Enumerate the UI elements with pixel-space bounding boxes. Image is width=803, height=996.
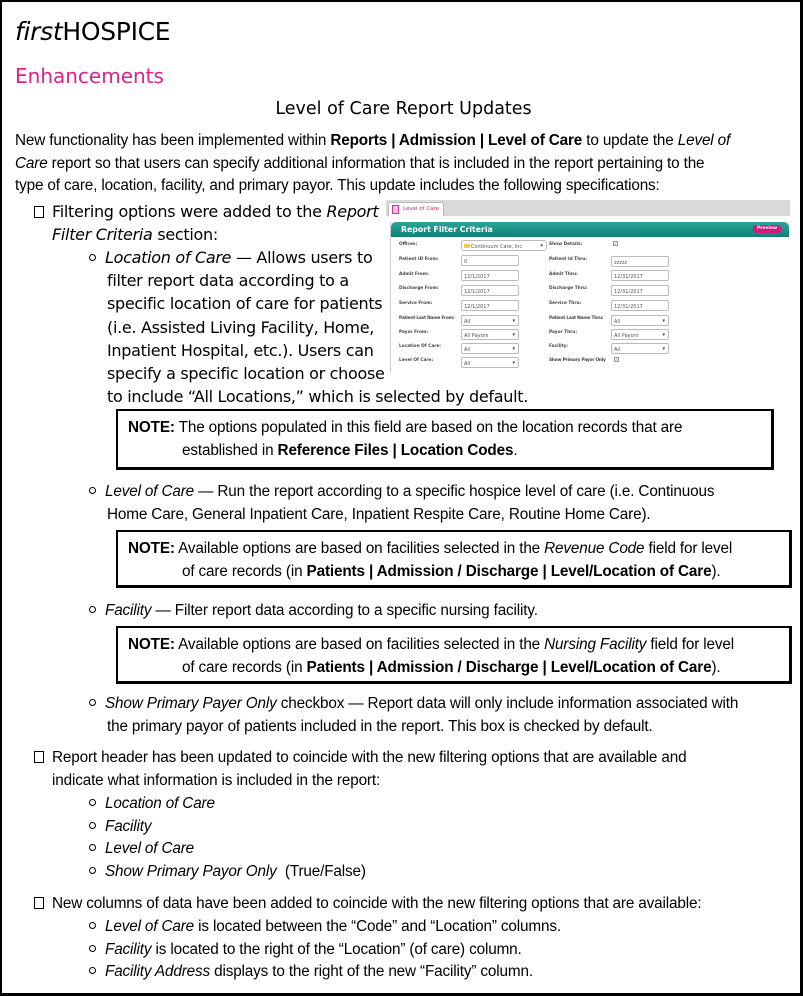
section-heading: Enhancements — [15, 64, 164, 88]
document-title: Level of Care Report Updates — [275, 99, 532, 119]
field-label: Discharge Thru: — [549, 286, 588, 291]
bullet-text: New columns of data have been added to coincide with the new filtering options that are available: — [52, 895, 702, 912]
bullet-text: Report header has been updated to coincide with the new filtering options that are available and — [52, 749, 687, 766]
field-label: Patient ID From: — [399, 257, 439, 262]
bullet-filtering-options — [34, 200, 379, 246]
show-details-checkbox: ✓ — [614, 241, 618, 246]
column-name: Facility Address — [105, 963, 210, 980]
bullet-text: indicate what information is included in the report: — [52, 771, 381, 789]
circle-bullet-icon — [89, 606, 96, 613]
field-label: Offices: — [399, 242, 418, 247]
level-of-care-select: All ▾ — [461, 357, 519, 368]
bullet-new-columns — [34, 893, 799, 916]
new-columns-list — [89, 916, 789, 984]
field-label: Patient Id Thru: — [549, 257, 588, 262]
sub-item-level-of-care — [89, 481, 794, 526]
intro-text: type of care, location, facility, and primary payor. This update includes the following specifications: — [15, 177, 660, 194]
report-name: Level of — [677, 132, 731, 149]
note-nursing-facility — [116, 626, 792, 684]
tab-label: Level of Care — [403, 206, 440, 212]
circle-bullet-icon — [89, 945, 96, 952]
brand-logo — [15, 16, 170, 48]
column-name: Facility — [105, 940, 152, 958]
filter-panel — [390, 222, 788, 372]
sub-term: Level of Care — [105, 483, 195, 500]
menu-path: Patients | Admission / Discharge | Level/Location of Care — [306, 658, 712, 676]
payor-from-select: All Payors ▾ — [461, 329, 519, 340]
discharge-from-field: 12/1/2017 — [461, 285, 519, 296]
list-item-suffix: (True/False) — [276, 862, 366, 880]
sub-item-facility — [89, 600, 794, 623]
list-item: Location of Care — [105, 795, 215, 812]
note-location-codes — [116, 409, 774, 470]
service-thru-field: 12/31/2017 — [611, 300, 669, 311]
field-name: Revenue Code — [544, 540, 645, 557]
circle-bullet-icon — [89, 867, 96, 874]
note-label: NOTE: — [128, 419, 175, 436]
discharge-thru-field: 12/31/2017 — [611, 285, 669, 296]
folder-icon — [464, 244, 470, 248]
report-doc-icon — [392, 205, 399, 214]
note-text: ). — [711, 658, 721, 676]
list-item: Level of Care — [105, 840, 195, 857]
sub-text: Home Care, General Inpatient Care, Inpatient Respite Care, Routine Home Care). — [107, 505, 651, 523]
square-bullet-icon — [34, 897, 44, 909]
sub-text: checkbox — Report data will only include information associated with — [276, 695, 739, 712]
note-text: field for level — [644, 540, 733, 557]
circle-bullet-icon — [89, 487, 96, 494]
field-label: Admit Thru: — [549, 272, 578, 277]
panel-title: Report Filter Criteria — [401, 225, 493, 234]
circle-bullet-icon — [89, 822, 96, 829]
report-name: Care — [15, 154, 48, 172]
bullet-text: Filtering options were added to the — [52, 202, 327, 221]
last-name-from-select: All ▾ — [461, 315, 519, 326]
circle-bullet-icon — [89, 799, 96, 806]
menu-path: Patients | Admission / Discharge | Level/Location of Care — [306, 562, 712, 580]
field-label: Payor From: — [399, 330, 429, 335]
sub-text: — Filter report data according to a specific nursing facility. — [151, 602, 538, 619]
sub-text: filter report data according to a — [107, 271, 349, 291]
preview-button: Preview — [753, 225, 781, 233]
field-label: Payor Thru: — [549, 330, 578, 335]
field-label: Service From: — [399, 301, 433, 306]
circle-bullet-icon — [89, 922, 96, 929]
intro-text: report so that users can specify additional information that is included in the report pertaining to the — [47, 154, 705, 172]
square-bullet-icon — [34, 751, 44, 763]
field-label: Show Primary Payor Only — [549, 358, 606, 363]
field-label: Show Details: — [549, 242, 583, 247]
bullet-report-header — [34, 747, 794, 792]
admit-from-field: 12/1/2017 — [461, 270, 519, 281]
service-from-field: 12/1/2017 — [461, 300, 519, 311]
circle-bullet-icon — [89, 699, 96, 706]
offices-select — [461, 240, 547, 251]
note-text: ). — [711, 562, 721, 580]
bullet-text: section: — [152, 225, 218, 245]
note-text: Available options are based on facilities selected in the — [174, 636, 545, 653]
sub-text: (i.e. Assisted Living Facility, Home, — [107, 317, 375, 337]
bullet-term: Report — [326, 202, 379, 221]
sub-text: the primary payor of patients included in the report. This box is checked by default. — [107, 717, 653, 735]
note-label: NOTE: — [128, 636, 175, 653]
sub-text: specify a specific location or choose — [107, 364, 385, 384]
facility-select: All ▾ — [611, 343, 669, 354]
patient-id-from-field: 0 — [461, 255, 519, 266]
note-text: field for level — [646, 636, 735, 653]
sub-text: specific location of care for patients — [107, 294, 383, 314]
sub-text: Inpatient Hospital, etc.). Users can — [107, 340, 374, 360]
square-bullet-icon — [34, 206, 44, 218]
intro-text: New functionality has been implemented within — [15, 132, 331, 149]
sub-item-show-primary-payer — [89, 693, 799, 738]
sub-text: — Run the report according to a specific hospice level of care (i.e. Continuous — [194, 483, 715, 500]
header-items-list — [89, 793, 489, 883]
list-item: Facility — [105, 817, 152, 835]
field-label: Patient Last Name Thru: — [549, 316, 604, 321]
show-primary-payor-checkbox: ✓ — [615, 357, 619, 362]
note-text: The options populated in this field are based on the location records that are — [174, 419, 683, 436]
field-value: Continuum Care, Inc — [471, 244, 523, 250]
circle-bullet-icon — [89, 844, 96, 851]
sub-text: — Allows users to — [231, 248, 373, 267]
list-item: displays to the right of the new “Facility” column. — [210, 963, 533, 980]
brand-caps: HOSPICE — [62, 17, 171, 46]
last-name-thru-select: All ▾ — [611, 315, 669, 326]
circle-bullet-icon — [89, 967, 96, 974]
field-label: Discharge From: — [399, 286, 439, 291]
sub-text: to include “All Locations,” which is selected by default. — [107, 387, 529, 407]
field-label: Patient Last Name From: — [399, 316, 455, 321]
field-name: Nursing Facility — [544, 636, 647, 653]
bullet-term: Filter Criteria — [52, 225, 153, 245]
panel-header — [391, 222, 789, 237]
menu-path: Reports | Admission | Level of Care — [330, 132, 583, 149]
note-revenue-code — [116, 530, 792, 588]
note-text: Available options are based on facilities selected in the — [174, 540, 545, 557]
field-label: Service Thru: — [549, 301, 582, 306]
payor-thru-select: All Payors ▾ — [611, 329, 669, 340]
field-label: Level Of Care: — [399, 358, 434, 363]
brand-italic: first — [15, 17, 63, 46]
admit-thru-field: 12/31/2017 — [611, 270, 669, 281]
column-name: Level of Care — [105, 918, 195, 935]
sub-term: Location of Care — [105, 248, 232, 267]
patient-id-thru-field: zzzzz — [611, 256, 669, 267]
circle-bullet-icon — [89, 254, 96, 261]
intro-paragraph — [15, 130, 800, 198]
note-label: NOTE: — [128, 540, 175, 557]
sub-term: Show Primary Payer Only — [105, 695, 277, 712]
note-text: of care records (in — [182, 658, 307, 676]
note-text: established in — [182, 441, 278, 459]
menu-path: Reference Files | Location Codes — [277, 441, 514, 459]
field-label: Location Of Care: — [399, 344, 441, 349]
list-item: is located between the “Code” and “Location” columns. — [194, 918, 561, 935]
note-text: of care records (in — [182, 562, 307, 580]
note-text: . — [513, 441, 518, 459]
intro-text: to update the — [582, 132, 678, 149]
field-label: Admit From: — [399, 272, 429, 277]
list-item: is located to the right of the “Location” (of care) column. — [151, 940, 522, 958]
report-filter-screenshot — [386, 200, 790, 372]
list-item: Show Primary Payor Only — [105, 862, 277, 880]
tab-level-of-care — [388, 202, 444, 216]
field-label: Facility: — [549, 344, 569, 349]
sub-term: Facility — [105, 602, 152, 619]
location-of-care-select: All ▾ — [461, 343, 519, 354]
tab-bar — [386, 200, 790, 216]
